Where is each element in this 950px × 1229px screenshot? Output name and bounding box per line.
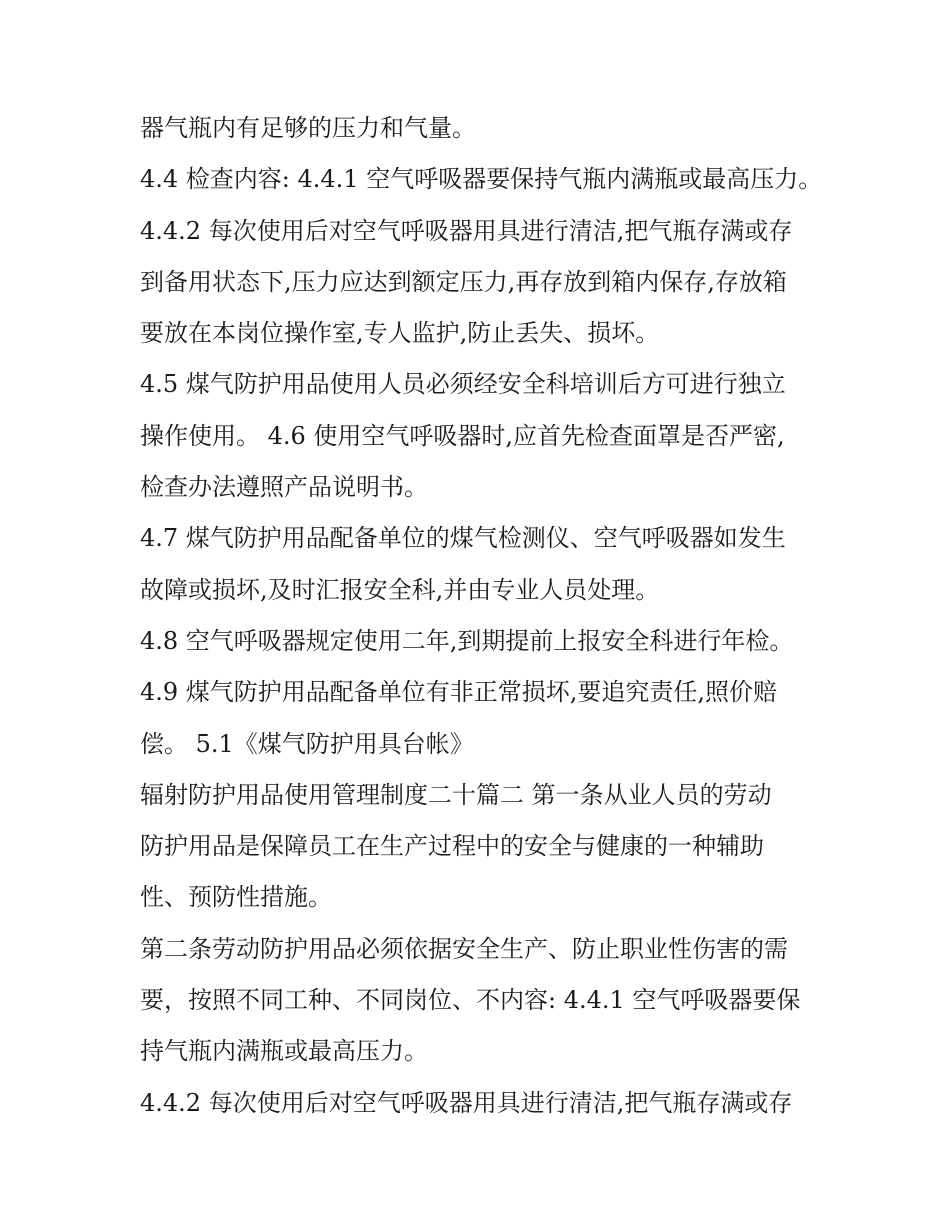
text-line: 4.4.2 每次使用后对空气呼吸器用具进行清洁,把气瓶存满或存 xyxy=(140,1088,793,1117)
text-line: 4.5 煤气防护用品使用人员必须经安全科培训后方可进行独立 xyxy=(140,370,786,399)
text-line: 4.9 煤气防护用品配备单位有非正常损坏,要追究责任,照价赔 xyxy=(140,678,778,707)
text-line: 要放在本岗位操作室,专人监护,防止丢失、损坏。 xyxy=(140,319,660,348)
text-line: 4.7 煤气防护用品配备单位的煤气检测仪、空气呼吸器如发生 xyxy=(140,524,786,553)
text-line: 要，按照不同工种、不同岗位、不内容: 4.4.1 空气呼吸器要保 xyxy=(140,986,801,1015)
text-line: 第二条劳动防护用品必须依据安全生产、防止职业性伤害的需 xyxy=(140,934,788,963)
text-line: 到备用状态下,压力应达到额定压力,再存放到箱内保存,存放箱 xyxy=(140,267,787,296)
text-line: 器气瓶内有足够的压力和气量。 xyxy=(140,114,476,142)
text-line: 辐射防护用品使用管理制度二十篇二 第一条从业人员的劳动 xyxy=(140,780,772,809)
text-line: 故障或损坏,及时汇报安全科,并由专业人员处理。 xyxy=(140,575,660,604)
text-line: 性、预防性措施。 xyxy=(140,883,332,912)
text-line: 4.4.2 每次使用后对空气呼吸器用具进行清洁,把气瓶存满或存 xyxy=(140,216,793,245)
text-line: 偿。 5.1《煤气防护用具台帐》 xyxy=(140,729,474,758)
text-line: 持气瓶内满瓶或最高压力。 xyxy=(140,1037,428,1066)
text-line: 防护用品是保障员工在生产过程中的安全与健康的一种辅助 xyxy=(140,832,764,861)
text-line: 检查办法遵照产品说明书。 xyxy=(140,473,428,502)
document-body xyxy=(140,103,823,1129)
text-line: 4.8 空气呼吸器规定使用二年,到期提前上报安全科进行年检。 xyxy=(140,626,794,655)
text-line: 4.4 检查内容: 4.4.1 空气呼吸器要保持气瓶内满瓶或最高压力。 xyxy=(140,165,823,194)
text-line: 操作使用。 4.6 使用空气呼吸器时,应首先检查面罩是否严密, xyxy=(140,421,785,450)
